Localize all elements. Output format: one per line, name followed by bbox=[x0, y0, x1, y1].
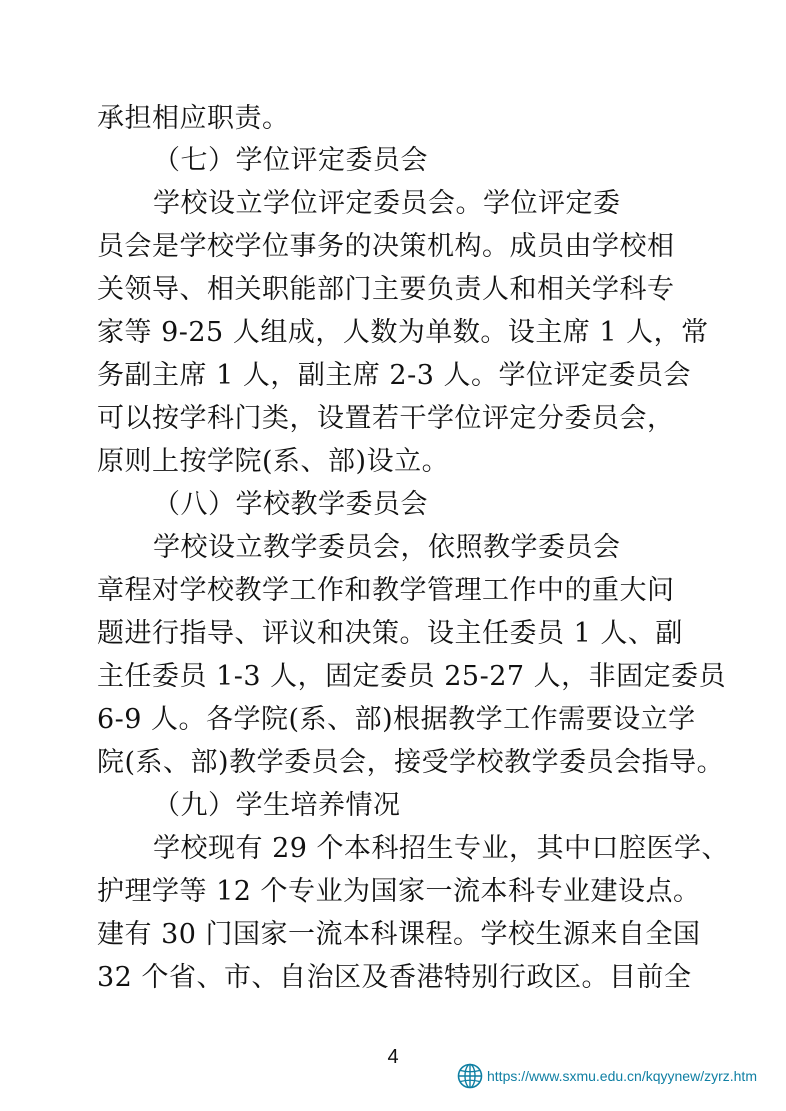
paragraph-line: 承担相应职责。 bbox=[97, 103, 290, 134]
paragraph-line: 32 个省、市、自治区及香港特别行政区。目前全 bbox=[97, 962, 692, 993]
paragraph-line: 建有 30 门国家一流本科课程。学校生源来自全国 bbox=[97, 919, 701, 950]
section-heading-student-training: （九）学生培养情况 bbox=[153, 790, 401, 821]
page-number: 4 bbox=[387, 1046, 399, 1068]
paragraph-line: 可以按学科门类，设置若干学位评定分委员会， bbox=[97, 403, 675, 434]
paragraph-line: 家等 9-25 人组成，人数为单数。设主席 1 人，常 bbox=[97, 317, 709, 348]
paragraph-line: 原则上按学院(系、部)设立。 bbox=[97, 446, 450, 477]
paragraph-line: 章程对学校教学工作和教学管理工作中的重大问 bbox=[97, 575, 675, 606]
paragraph-line: 关领导、相关职能部门主要负责人和相关学科专 bbox=[97, 274, 675, 305]
paragraph-line: 学校现有 29 个本科招生专业，其中口腔医学、 bbox=[153, 833, 730, 864]
paragraph-line: 学校设立教学委员会，依照教学委员会 bbox=[153, 532, 621, 563]
section-heading-teaching-committee: （八）学校教学委员会 bbox=[153, 489, 428, 520]
globe-icon bbox=[457, 1063, 483, 1089]
paragraph-line: 务副主席 1 人，副主席 2-3 人。学位评定委员会 bbox=[97, 360, 691, 391]
source-link[interactable] bbox=[457, 1061, 757, 1091]
paragraph-line: 主任委员 1-3 人，固定委员 25-27 人，非固定委员 bbox=[97, 661, 727, 692]
paragraph-line: 题进行指导、评议和决策。设主任委员 1 人、副 bbox=[97, 618, 683, 649]
paragraph-line: 员会是学校学位事务的决策机构。成员由学校相 bbox=[97, 231, 675, 262]
paragraph-line: 6-9 人。各学院(系、部)根据教学工作需要设立学 bbox=[97, 704, 696, 735]
paragraph-line: 学校设立学位评定委员会。学位评定委 bbox=[153, 188, 621, 219]
source-url[interactable]: https://www.sxmu.edu.cn/kqyynew/zyrz.htm bbox=[487, 1068, 757, 1084]
section-heading-degree-committee: （七）学位评定委员会 bbox=[153, 145, 428, 176]
paragraph-line: 院(系、部)教学委员会，接受学校教学委员会指导。 bbox=[97, 747, 725, 778]
paragraph-line: 护理学等 12 个专业为国家一流本科专业建设点。 bbox=[97, 876, 701, 907]
